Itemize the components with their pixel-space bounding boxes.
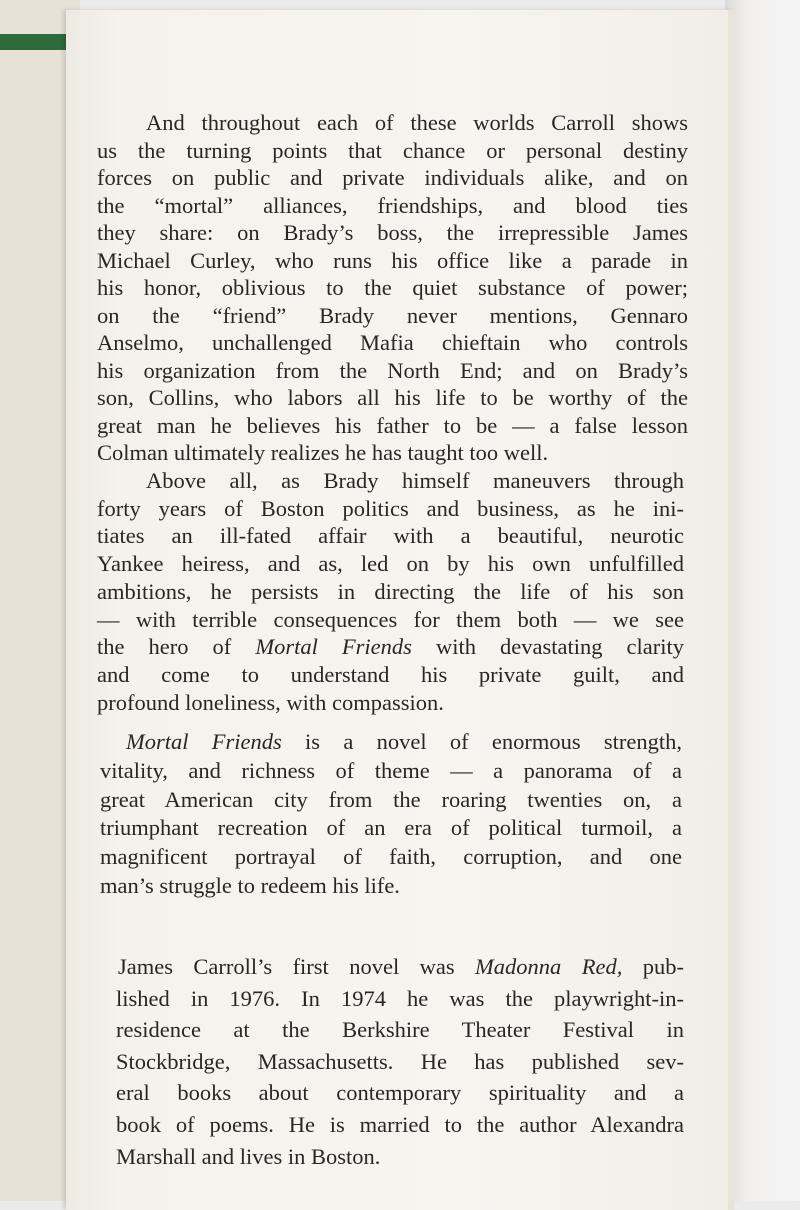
text-segment: forty years of Boston politics and business, as he ini-	[97, 495, 684, 521]
text-line	[100, 844, 682, 870]
text-segment: triumphant recreation of an era of political turmoil, a	[100, 815, 682, 841]
text-segment: great American city from the roaring twenties on, a	[100, 786, 682, 812]
text-line	[97, 138, 688, 164]
italic-title: Madonna Red,	[475, 954, 623, 979]
text-line	[116, 1144, 684, 1170]
text-segment: profound loneliness, with compassion.	[97, 689, 444, 715]
text-segment: — with terrible consequences for them both — we see	[97, 606, 684, 632]
text-segment: lished in 1976. In 1974 he was the playwright-in-	[116, 985, 684, 1011]
text-line	[97, 413, 688, 439]
cover-green-edge	[0, 34, 76, 50]
text-line	[97, 440, 688, 466]
text-segment: Stockbridge, Massachusetts. He has published sev-	[116, 1048, 684, 1074]
text-line	[97, 358, 688, 384]
text-line	[100, 758, 682, 784]
text-line	[146, 110, 688, 136]
text-segment: great man he believes his father to be — a false lesson	[97, 412, 688, 438]
text-line	[97, 303, 688, 329]
text-segment: is a novel of enormous strength,	[281, 729, 683, 754]
text-segment: man’s struggle to redeem his life.	[100, 873, 400, 898]
text-segment: Colman ultimately realizes he has taught too well.	[97, 440, 549, 465]
text-segment: the “mortal” alliances, friendships, and blood ties	[97, 192, 688, 218]
italic-title: Mortal Friends	[255, 634, 412, 660]
text-line	[97, 662, 684, 688]
text-segment: and come to understand his private guilt, and	[97, 661, 684, 687]
text-segment: And throughout each of these worlds Carroll shows	[146, 110, 688, 135]
text-segment: Marshall and lives in Boston.	[116, 1143, 381, 1169]
text-segment: ambitions, he persists in directing the life of his son	[97, 578, 684, 604]
text-segment: son, Collins, who labors all his life to be worthy of the	[97, 385, 688, 410]
text-line	[116, 1080, 684, 1106]
italic-title: Mortal Friends	[126, 729, 282, 754]
text-segment: Michael Curley, who runs his office like a parade in	[97, 247, 688, 273]
text-line	[97, 634, 684, 660]
text-line	[97, 579, 684, 605]
text-line	[97, 220, 688, 246]
text-line	[116, 1017, 684, 1043]
text-segment: the hero of	[97, 634, 256, 660]
text-line	[97, 330, 688, 356]
text-segment: Above all, as Brady himself maneuvers through	[146, 468, 684, 493]
text-line	[97, 385, 688, 411]
text-line	[97, 496, 684, 522]
text-line	[97, 690, 684, 716]
text-segment: pub-	[622, 954, 684, 979]
text-line	[100, 815, 682, 841]
text-line	[97, 551, 684, 577]
text-line	[100, 787, 682, 813]
text-segment: on the “friend” Brady never mentions, Gennaro	[97, 302, 688, 328]
text-line	[126, 729, 682, 755]
text-line	[116, 986, 684, 1012]
text-line	[97, 193, 688, 219]
text-line	[116, 1112, 684, 1138]
text-line	[118, 954, 684, 980]
text-line	[97, 607, 684, 633]
text-line	[97, 275, 688, 301]
text-segment: Yankee heiress, and as, led on by his own unfulfilled	[97, 551, 684, 577]
text-segment: eral books about contemporary spirituality and a	[116, 1080, 684, 1106]
text-segment: his organization from the North End; and on Brady’s	[97, 357, 688, 383]
text-segment: James Carroll’s first novel was	[118, 954, 476, 979]
text-segment: his honor, oblivious to the quiet substance of power;	[97, 275, 688, 300]
text-segment: book of poems. He is married to the author Alexandra	[116, 1112, 684, 1137]
text-line	[116, 1049, 684, 1075]
text-line	[97, 248, 688, 274]
text-segment: tiates an ill-fated affair with a beautiful, neurotic	[97, 523, 684, 549]
text-segment: with devastating clarity	[411, 634, 684, 660]
background-surface	[725, 0, 800, 1201]
text-line	[146, 468, 684, 494]
text-segment: residence at the Berkshire Theater Festival in	[116, 1017, 684, 1043]
text-line	[97, 165, 688, 191]
text-segment: they share: on Brady’s boss, the irrepressible James	[97, 220, 688, 245]
text-segment: us the turning points that chance or personal destiny	[97, 137, 688, 163]
text-line	[97, 523, 684, 549]
text-segment: Anselmo, unchallenged Mafia chieftain who controls	[97, 330, 688, 355]
text-line	[100, 873, 682, 899]
text-segment: vitality, and richness of theme — a panorama of a	[100, 757, 682, 783]
text-segment: magnificent portrayal of faith, corruption, and one	[100, 844, 682, 870]
text-segment: forces on public and private individuals alike, and on	[97, 165, 688, 190]
